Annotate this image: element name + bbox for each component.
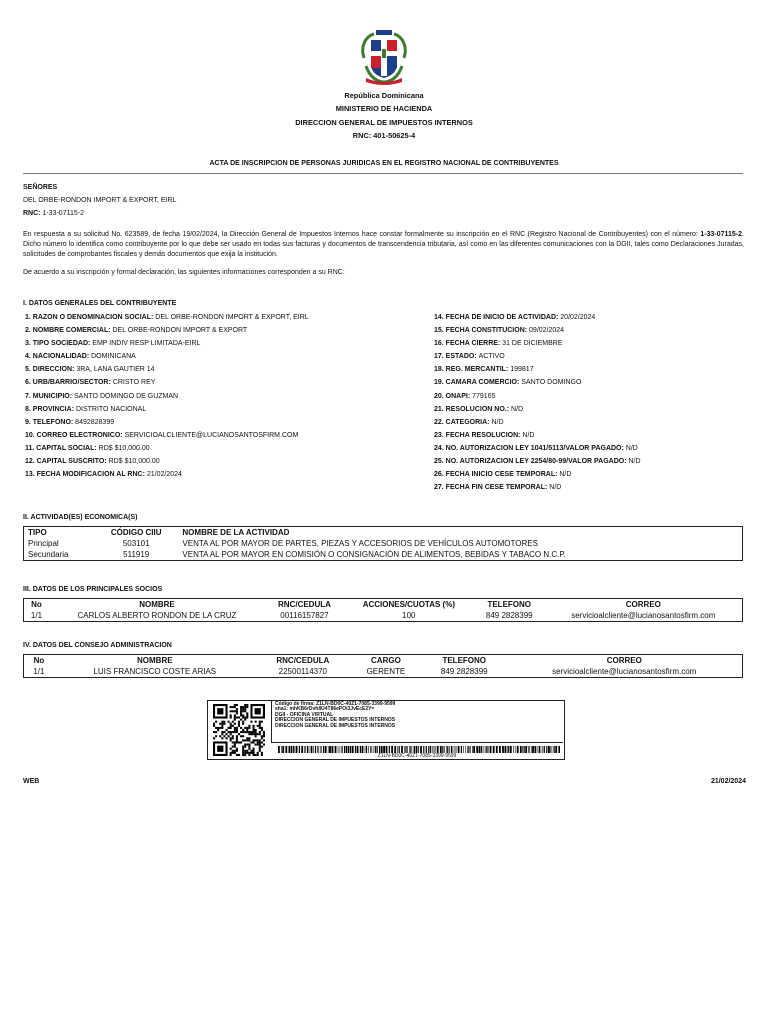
field-label: 19. CAMARA COMERCIO: [434, 379, 522, 387]
column-header: CORREO [606, 656, 642, 665]
table-cell: VENTA AL POR MAYOR DE PARTES, PIEZAS Y ACCESORIOS DE VEHÍCULOS AUTOMOTORES [182, 539, 538, 548]
partners-table [23, 598, 743, 622]
field-value: CRISTO REY [112, 379, 156, 387]
field-label: 9. TELEFONO: [25, 418, 76, 426]
field-value: 199817 [510, 366, 534, 374]
table-cell: 100 [402, 611, 416, 620]
table-row [24, 549, 743, 561]
column-header: No [31, 600, 42, 609]
header-rnc: RNC: 401-50625-4 [352, 131, 416, 140]
field-row [434, 442, 641, 455]
column-header: NOMBRE DE LA ACTIVIDAD [182, 528, 290, 537]
field-value: SANTO DOMINGO DE GUZMAN [74, 392, 179, 400]
field-row [25, 324, 309, 337]
header-ministry: MINISTERIO DE HACIENDA [335, 104, 433, 113]
field-value: DEL ORBE-RONDON IMPORT & EXPORT, EIRL [155, 314, 309, 321]
header-country: República Dominicana [344, 91, 424, 100]
field-row [434, 376, 641, 389]
table-cell: servicioalcliente@lucianosantosfirm.com [552, 667, 697, 676]
field-row [25, 337, 309, 350]
column-header: ACCIONES/CUOTAS (%) [362, 600, 455, 609]
signature-line: DIRECCION GENERAL DE IMPUESTOS INTERNOS [275, 722, 396, 729]
field-row [25, 429, 309, 442]
field-label: 4. NACIONALIDAD: [25, 353, 92, 361]
field-row [434, 416, 641, 429]
footer-source: WEB [23, 778, 40, 785]
general-data-right-column [434, 311, 641, 494]
field-label: 18. REG. MERCANTIL: [434, 366, 511, 374]
field-row [25, 442, 309, 455]
field-value: N/D [549, 484, 562, 492]
column-header: RNC/CEDULA [276, 656, 330, 665]
column-header: CÓDIGO CIIU [110, 528, 162, 537]
column-header: NOMBRE [137, 656, 173, 665]
barcode-text: Z1LN-BD0C-40Z1-7085-3399-9599 [377, 753, 457, 759]
column-header: TELEFONO [442, 656, 487, 665]
field-row [25, 390, 309, 403]
field-label: 13. FECHA MODIFICACION AL RNC: [25, 471, 147, 479]
field-label: 16. FECHA CIERRE: [434, 340, 503, 348]
field-value: 21/02/2024 [146, 471, 182, 479]
field-label: 7. MUNICIPIO: [25, 392, 75, 400]
signature-details [271, 701, 563, 743]
field-value: RD$ $10,000.00 [98, 444, 150, 452]
field-label: 23. FECHA RESOLUCION: [434, 431, 523, 439]
table-cell: servicioalcliente@lucianosantosfirm.com [571, 611, 716, 620]
field-label: 5. DIRECCION: [25, 366, 77, 374]
declaration-paragraph: De acuerdo a su inscripción y formal declaración, las siguientes informaciones corresponden a su RNC: [23, 269, 345, 276]
field-label: 2. NOMBRE COMERCIAL: [25, 327, 113, 335]
table-cell: LUIS FRANCISCO COSTE ARIAS [93, 667, 217, 676]
addressee-rnc [23, 209, 84, 218]
section-board-title: IV. DATOS DEL CONSEJO ADMINISTRACION [23, 642, 172, 649]
table-row [24, 538, 743, 549]
table-row [24, 666, 743, 678]
addressee-name: DEL ORBE-RONDON IMPORT & EXPORT, EIRL [23, 197, 177, 204]
field-row [25, 455, 309, 468]
field-row [434, 481, 641, 494]
field-value: EMP INDIV RESP LIMITADA-EIRL [92, 340, 201, 348]
field-row [434, 429, 641, 442]
field-value: 31 DE DICIEMBRE [502, 340, 563, 348]
document-title: ACTA DE INSCRIPCION DE PERSONAS JURIDICAS EN EL REGISTRO NACIONAL DE CONTRIBUYENTES [209, 160, 559, 167]
table-cell: 511919 [123, 550, 150, 559]
field-label: 12. CAPITAL SUSCRITO: [25, 458, 109, 466]
field-row [434, 468, 641, 481]
field-label: 24. NO. AUTORIZACION LEY 1041/5113/VALOR PAGADO: [434, 444, 626, 452]
field-value: N/D [491, 418, 504, 426]
field-row [434, 363, 641, 376]
field-label: 22. CATEGORIA: [434, 418, 492, 426]
table-row [24, 610, 743, 622]
field-row [25, 468, 309, 481]
coat-of-arms-logo [356, 28, 412, 86]
field-row [25, 403, 309, 416]
field-value: N/D [511, 405, 524, 413]
column-header: RNC/CEDULA [278, 600, 331, 609]
signature-line: sha1: mhKB6rDvh8U4T86ePOi3JvEcE2Y= [275, 706, 375, 713]
field-row [25, 350, 309, 363]
section-general-data-title: I. DATOS GENERALES DEL CONTRIBUYENTE [23, 300, 177, 307]
field-row [25, 416, 309, 429]
field-row [434, 337, 641, 350]
column-header: NOMBRE [139, 600, 175, 609]
addressee-rnc-label: RNC: [23, 210, 41, 217]
header-office: DIRECCION GENERAL DE IMPUESTOS INTERNOS [295, 118, 473, 127]
field-value: N/D [628, 458, 641, 466]
column-header: No [33, 656, 45, 665]
digital-signature-block [207, 700, 565, 760]
field-label: 26. FECHA INICIO CESE TEMPORAL: [434, 471, 560, 479]
field-value: 779165 [472, 392, 496, 400]
field-label: 14. FECHA DE INICIO DE ACTIVIDAD: [434, 314, 561, 321]
table-cell: VENTA AL POR MAYOR EN COMISIÓN O CONSIGNACIÓN DE ALIMENTOS, BEBIDAS Y TABACO N.C.P. [182, 550, 566, 559]
addressee-rnc-value: 1-33-07115-2 [42, 210, 84, 217]
field-row [25, 311, 309, 324]
table-cell: 849 2828399 [440, 667, 488, 676]
title-divider [23, 173, 743, 174]
field-value: 20/02/2024 [560, 314, 596, 321]
signature-line: DGII - OFICINA VIRTUAL [275, 711, 334, 718]
field-row [434, 455, 641, 468]
section-activities-title: II. ACTIVIDAD(ES) ECONOMICA(S) [23, 514, 138, 521]
qr-code-icon [212, 704, 266, 756]
field-label: 27. FECHA FIN CESE TEMPORAL: [434, 484, 550, 492]
field-label: 1. RAZON O DENOMINACION SOCIAL: [25, 314, 156, 321]
signature-line: Código de firma: Z1LN-BD0C-40Z1-7085-3399-9599 [275, 701, 396, 707]
field-value: RD$ $10,000.00 [108, 458, 160, 466]
field-label: 11. CAPITAL SOCIAL: [25, 444, 99, 452]
table-cell: 1/1 [30, 611, 43, 620]
field-row [25, 376, 309, 389]
section-partners-title: III. DATOS DE LOS PRINCIPALES SOCIOS [23, 586, 163, 593]
table-cell: GERENTE [366, 667, 406, 676]
general-data-left-column [25, 311, 309, 481]
table-cell: Principal [28, 539, 59, 548]
field-value: SANTO DOMINGO [521, 379, 582, 387]
field-label: 8. PROVINCIA: [25, 405, 76, 413]
field-row [434, 390, 641, 403]
field-value: DEL ORBE-RONDON IMPORT & EXPORT [112, 327, 248, 335]
activities-table [23, 526, 743, 561]
field-value: N/D [625, 444, 638, 452]
field-label: 6. URB/BARRIO/SECTOR: [25, 379, 113, 387]
intro-paragraph: En respuesta a su solicitud No. 623589, de fecha 19/02/2024, la Dirección General de Impuestos Internos hace constar formalmente su inscripción en el RNC (Registro Nacional de Contribuyentes) con el número: 1-33-07115-2. Dicho número lo identifica como contribuyente por lo que debe ser usado en todas sus facturas y documentos de transcendencia tributaria, así como en las diferentes comunicaciones con la DGII, tales como Declaraciones Juradas, solicitudes de comprobantes fiscales y demás documentos que exija la institución. [23, 231, 744, 258]
column-header: TIPO [28, 528, 47, 537]
footer-date: 21/02/2024 [710, 778, 746, 785]
field-value: 09/02/2024 [529, 327, 565, 335]
table-cell: 00116157827 [280, 611, 329, 620]
rnc-number: 1-33-07115-2 [700, 231, 743, 238]
field-row [25, 363, 309, 376]
field-label: 15. FECHA CONSTITUCION: [434, 327, 530, 335]
field-value: ACTIVO [478, 353, 505, 361]
table-cell: 22500114370 [278, 667, 327, 676]
field-row [434, 311, 641, 324]
table-cell: CARLOS ALBERTO RONDON DE LA CRUZ [77, 611, 237, 620]
field-label: 17. ESTADO: [434, 353, 479, 361]
field-label: 25. NO. AUTORIZACION LEY 2254/80-99/VALOR PAGADO: [434, 458, 629, 466]
field-row [434, 350, 641, 363]
table-cell: 849 2828399 [485, 611, 533, 620]
field-value: 3RA, LANA GAUTIER 14 [76, 366, 155, 374]
table-cell: 1/1 [33, 667, 45, 676]
column-header: CARGO [371, 656, 401, 665]
field-row [434, 403, 641, 416]
column-header: CORREO [625, 600, 661, 609]
field-label: 10. CORREO ELECTRONICO: [25, 431, 125, 439]
field-label: 20. ONAPI: [434, 392, 473, 400]
field-value: DOMINICANA [91, 353, 136, 361]
table-cell: 503101 [122, 539, 150, 548]
signature-line: DIRECCION GENERAL DE IMPUESTOS INTERNOS [275, 717, 396, 724]
salutation: SEÑORES [23, 184, 58, 191]
table-cell: Secundaria [28, 550, 69, 559]
column-header: TELEFONO [487, 600, 532, 609]
field-value: SERVICIOALCLIENTE@LUCIANOSANTOSFIRM.COM [124, 431, 299, 439]
field-value: N/D [559, 471, 572, 479]
field-value: DISTRITO NACIONAL [75, 405, 147, 413]
field-label: 3. TIPO SOCIEDAD: [25, 340, 93, 348]
field-value: 8492828399 [75, 418, 115, 426]
board-table [23, 654, 743, 678]
field-row [434, 324, 641, 337]
field-label: 21. RESOLUCION NO.: [434, 405, 512, 413]
field-value: N/D [522, 431, 535, 439]
barcode-icon [278, 746, 560, 753]
